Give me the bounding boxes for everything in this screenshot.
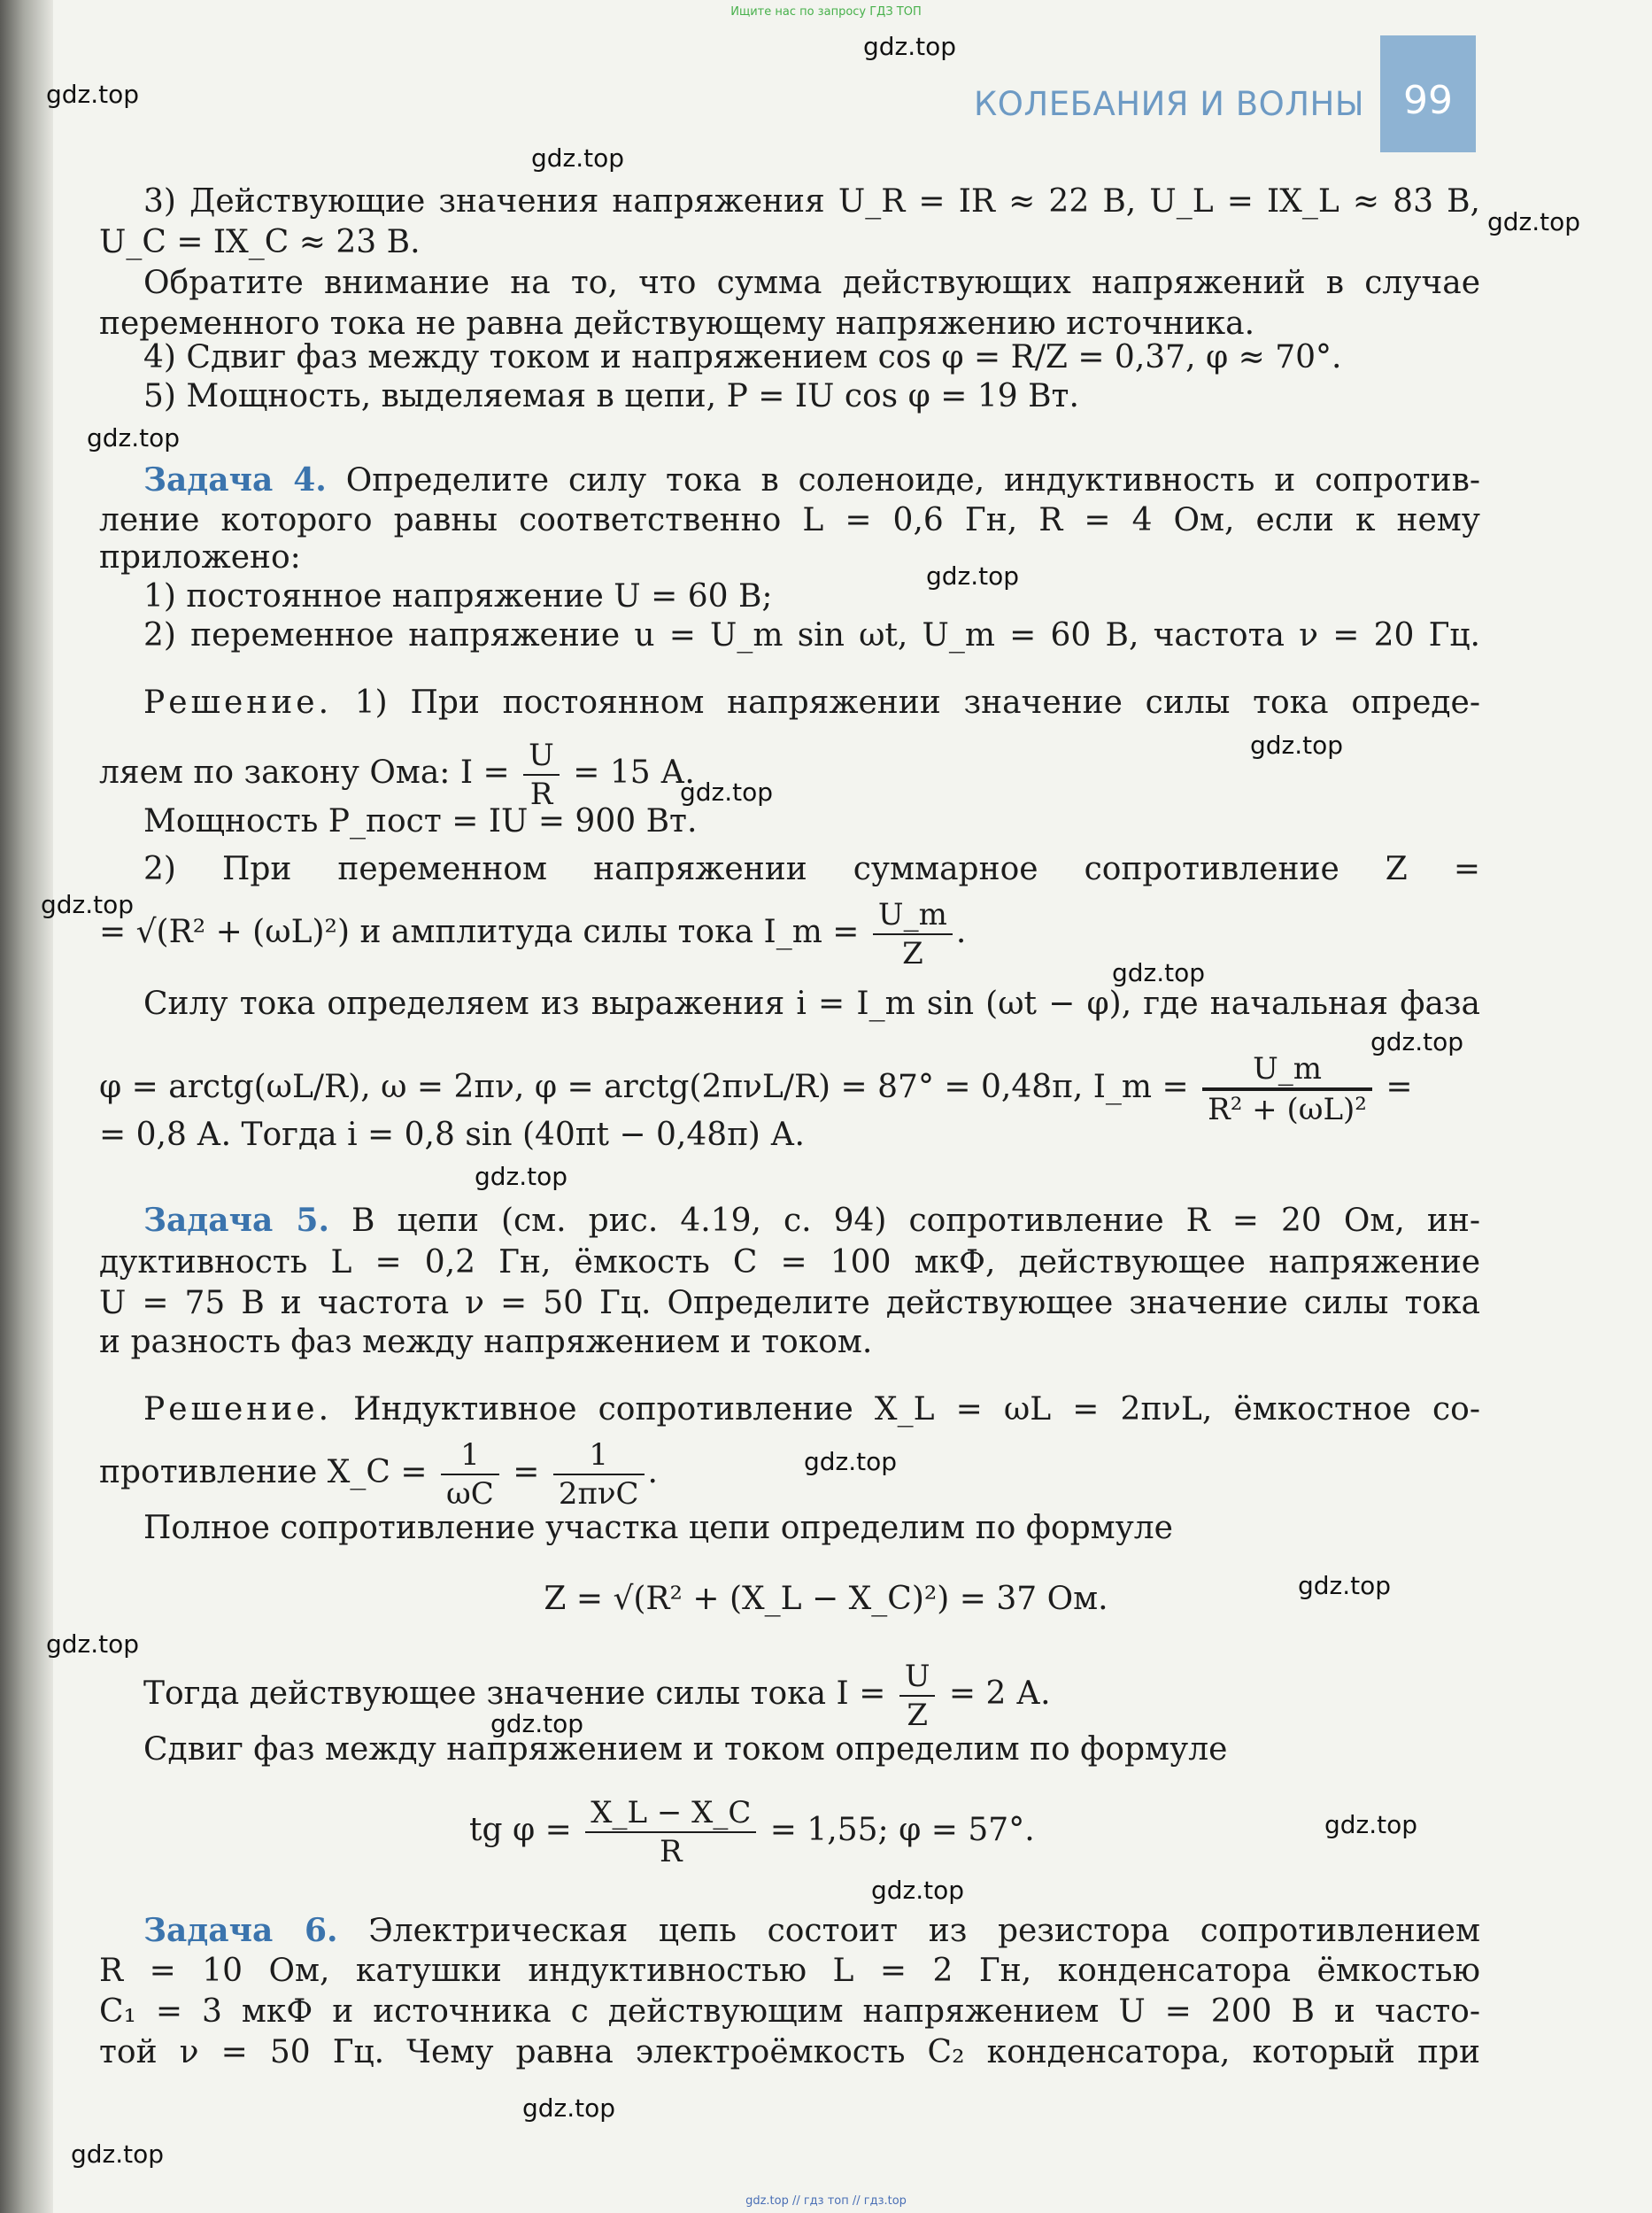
text: = 15 А. <box>573 754 695 791</box>
text: = 1,55; φ = 57°. <box>769 1812 1035 1848</box>
problem-label: Задача 5. <box>143 1202 329 1239</box>
text-line: R = 10 Ом, катушки индуктивностью L = 2 Гн, конденсатора ёмкостью <box>99 1953 1480 1989</box>
formula-line <box>143 1656 1480 1734</box>
text-line: U = 75 В и частота ν = 50 Гц. Определите действующее значение силы тока <box>99 1285 1480 1321</box>
text-line: Силу тока определяем из выражения i = I_m sin (ωt − φ), где начальная фаза <box>143 986 1480 1022</box>
section-header: КОЛЕБАНИЯ И ВОЛНЫ <box>974 85 1364 123</box>
text-line: 2) переменное напряжение u = U_m sin ωt, U_m = 60 В, частота ν = 20 Гц. <box>143 617 1480 654</box>
watermark: gdz.top <box>71 2139 165 2169</box>
watermark: gdz.top <box>1112 958 1206 987</box>
watermark: gdz.top <box>1370 1027 1464 1056</box>
text: φ = arctg(ωL/R), ω = 2πν, φ = arctg(2πνL/R) = 87° = 0,48π, I_m = <box>99 1069 1189 1105</box>
text: Индуктивное сопротивление X_L = ωL = 2πνL, ёмкостное со- <box>353 1391 1480 1428</box>
fraction: $\frac{U\_m}{\text{R² + (ωL)²}}$ <box>1202 1050 1372 1128</box>
formula-line: Z = √(R² + (X_L − X_C)²) = 37 Ом. <box>544 1581 1108 1617</box>
text-line: 5) Мощность, выделяемая в цепи, P = IU cos φ = 19 Вт. <box>143 378 1079 414</box>
fraction: $\frac{X\_L - X\_C}{R}$ <box>585 1794 756 1870</box>
book-spine-shadow <box>0 0 53 2213</box>
text-line: приложено: <box>99 539 301 576</box>
text-line: 4) Сдвиг фаз между током и напряжением cos φ = R/Z = 0,37, φ ≈ 70°. <box>143 339 1342 375</box>
text-line: 2) При переменном напряжении суммарное сопротивление Z = <box>143 851 1480 887</box>
watermark: gdz.top <box>490 1709 584 1738</box>
watermark: gdz.top <box>475 1162 568 1191</box>
top-note: Ищите нас по запросу ГДЗ ТОП <box>730 5 922 19</box>
text: В цепи (см. рис. 4.19, с. 94) сопротивление R = 20 Ом, ин- <box>351 1203 1480 1239</box>
text-line: Мощность P_пост = IU = 900 Вт. <box>143 803 698 840</box>
watermark: gdz.top <box>1298 1571 1392 1600</box>
text: 1) При постоянном напряжении значение силы тока опреде- <box>354 685 1481 721</box>
text-line: Обратите внимание на то, что сумма действующих напряжений в случае <box>143 265 1480 301</box>
watermark: gdz.top <box>926 561 1020 591</box>
fraction: $\frac{1}{\omega C}$ <box>441 1436 499 1513</box>
problem-4-line <box>143 459 1480 502</box>
watermark: gdz.top <box>1250 731 1344 760</box>
bottom-note: gdz.top // гдз топ // гдз.top <box>745 2194 907 2208</box>
fraction: $\frac{U}{Z}$ <box>899 1658 936 1734</box>
watermark: gdz.top <box>871 1876 965 1905</box>
watermark: gdz.top <box>46 80 140 109</box>
watermark: gdz.top <box>680 778 774 807</box>
text-line: 1) постоянное напряжение U = 60 В; <box>143 578 773 615</box>
page-number: 99 <box>1380 35 1476 152</box>
text-line: U_C = IX_C ≈ 23 В. <box>99 224 421 260</box>
text-line: Полное сопротивление участка цепи определим по формуле <box>143 1510 1173 1546</box>
problem-label: Задача 4. <box>143 461 327 499</box>
text-line: C₁ = 3 мкФ и источника с действующим напряжением U = 200 В и часто- <box>99 1993 1480 2030</box>
text: противление X_C = <box>99 1454 428 1490</box>
text-line: той ν = 50 Гц. Чему равна электроёмкость C₂ конденсатора, который при <box>99 2034 1480 2070</box>
formula-line: противление X_C = $\frac{1}{\omega C}$ = $\frac{1}{\text{2πνC}}$ . <box>99 1437 658 1512</box>
watermark: gdz.top <box>41 890 135 919</box>
fraction: $\frac{U}{R}$ <box>523 737 560 813</box>
watermark: gdz.top <box>46 1629 140 1659</box>
text: Определите силу тока в соленоиде, индуктивность и сопротив- <box>345 462 1481 499</box>
watermark: gdz.top <box>1324 1810 1418 1839</box>
solution-line <box>143 682 1480 724</box>
text: = 2 А. <box>948 1675 1051 1712</box>
text-line: переменного тока не равна действующему напряжению источника. <box>99 306 1255 342</box>
problem-6-line <box>143 1909 1480 1953</box>
solution-label: Решение. <box>143 685 333 721</box>
text-line: 3) Действующие значения напряжения U_R = IR ≈ 22 В, U_L = IX_L ≈ 83 В, <box>143 183 1480 220</box>
watermark: gdz.top <box>522 2093 616 2123</box>
watermark: gdz.top <box>804 1447 898 1476</box>
watermark: gdz.top <box>1487 207 1581 236</box>
watermark: gdz.top <box>531 143 625 173</box>
problem-label: Задача 6. <box>143 1912 338 1949</box>
text-line: Сдвиг фаз между напряжением и током определим по формуле <box>143 1731 1228 1768</box>
text-line: дуктивность L = 0,2 Гн, ёмкость C = 100 мкФ, действующее напряжение <box>99 1244 1480 1281</box>
problem-5-line <box>143 1199 1480 1242</box>
text: Электрическая цепь состоит из резистора сопротивлением <box>368 1913 1480 1949</box>
watermark: gdz.top <box>863 32 957 61</box>
text: = <box>1386 1069 1413 1105</box>
watermark: gdz.top <box>87 423 181 453</box>
formula-line <box>469 1792 1177 1870</box>
solution-line <box>143 1389 1480 1431</box>
fraction: $\frac{1}{\text{2πνC}}$ <box>553 1436 645 1513</box>
fraction: $\frac{U\_m}{Z}$ <box>873 896 953 972</box>
text: Тогда действующее значение силы тока I = <box>143 1675 886 1712</box>
solution-label: Решение. <box>143 1391 333 1428</box>
formula-line: = √(R² + (ωL)²) и амплитуда силы тока I_m = $\frac{U\_m}{Z}$ . <box>99 897 967 971</box>
text: = √(R² + (ωL)²) и амплитуда силы тока I_m = <box>99 914 860 950</box>
text: tg φ = <box>469 1812 572 1848</box>
text-line: = 0,8 А. Тогда i = 0,8 sin (40πt − 0,48π) А. <box>99 1117 805 1153</box>
text-line: ление которого равны соответственно L = 0,6 Гн, R = 4 Ом, если к нему <box>99 502 1480 538</box>
text-line: и разность фаз между напряжением и током. <box>99 1324 873 1360</box>
text: ляем по закону Ома: I = <box>99 754 510 791</box>
